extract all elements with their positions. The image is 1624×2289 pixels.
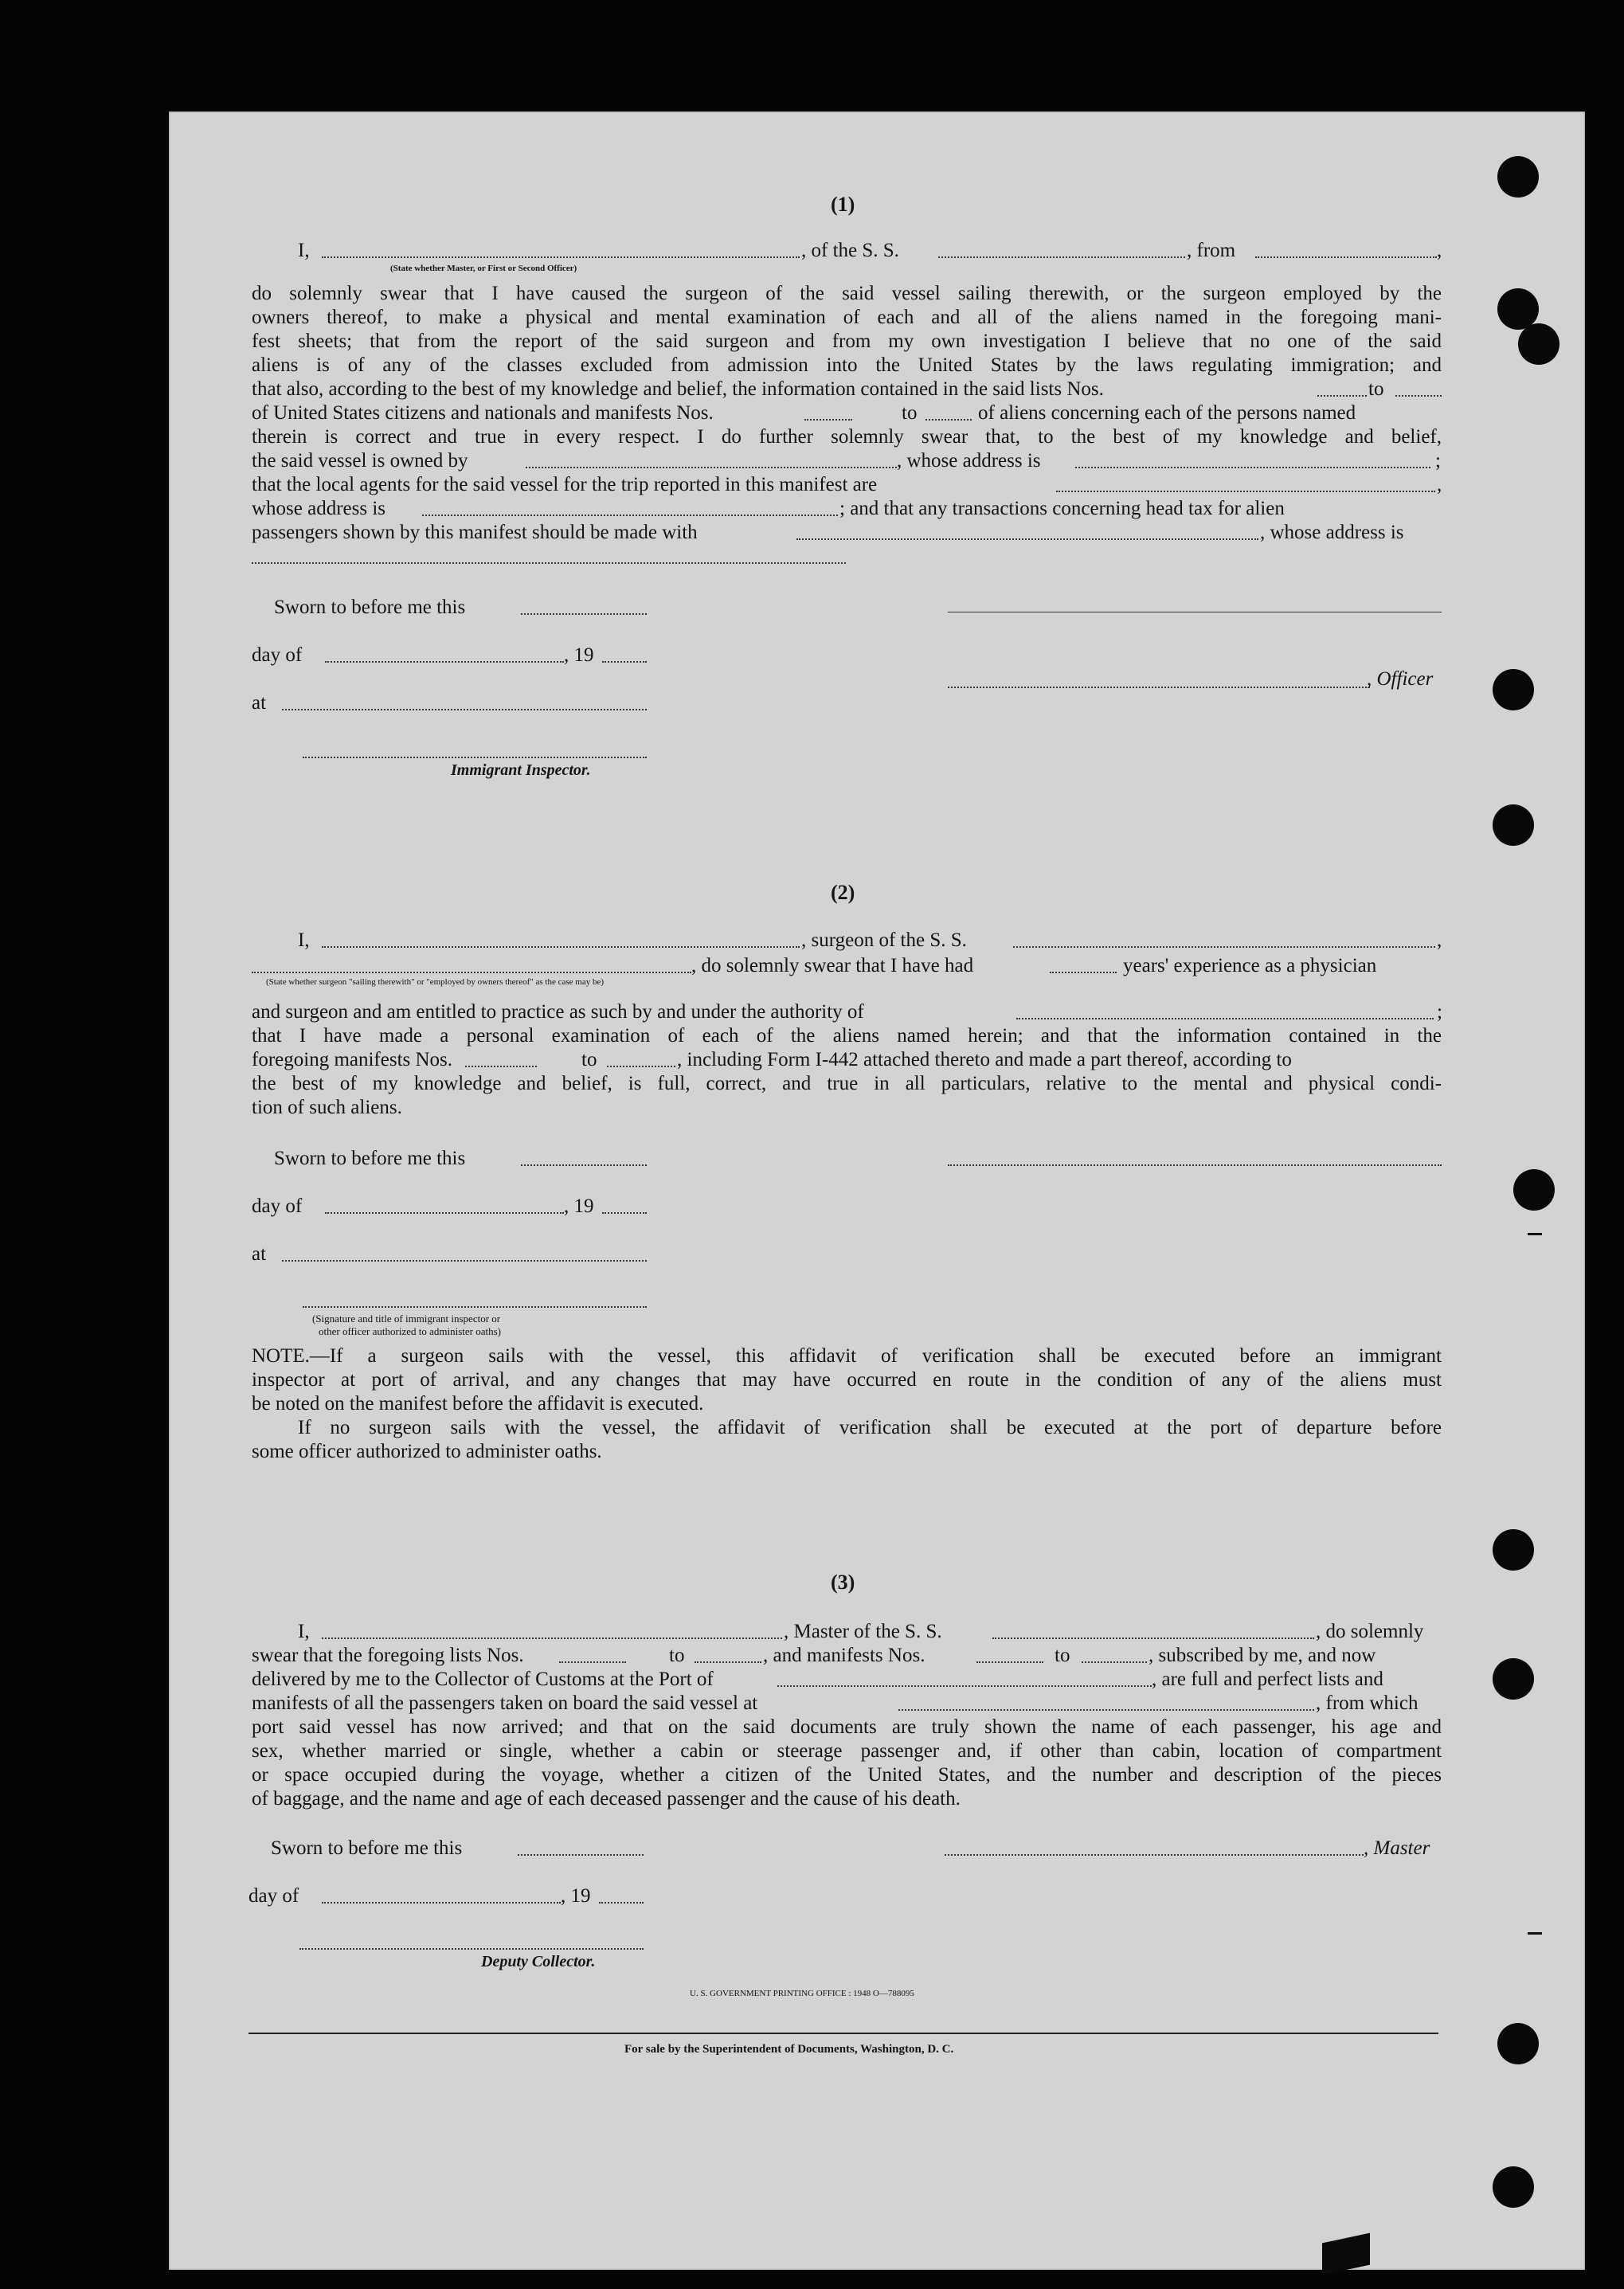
head-tax-contact-field[interactable] [796, 538, 1258, 540]
margin-mark [1528, 1932, 1542, 1935]
master-signature-field[interactable] [945, 1854, 1364, 1856]
officer-title-field[interactable] [948, 687, 1370, 688]
master-label: , Master [1364, 1837, 1430, 1859]
sworn-year-field[interactable] [602, 1212, 647, 1214]
oath-text-line: , subscribed by me, and now [1149, 1645, 1376, 1666]
affiant-label: I, [298, 1621, 310, 1642]
owner-field[interactable] [526, 467, 897, 468]
to-label: to [669, 1645, 685, 1666]
surgeon-name-field[interactable] [322, 946, 800, 948]
surgeon-vessel-field[interactable] [1013, 946, 1435, 948]
section-heading: (2) [831, 881, 855, 904]
oath-text-line: sex, whether married or single, whether a cabin or steerage passenger and, if other than cabin, location of compartment [252, 1740, 1442, 1762]
owner-address-field[interactable] [1075, 467, 1430, 468]
to-label: to [581, 1049, 597, 1070]
oath-text-line: , are full and perfect lists and [1152, 1669, 1383, 1690]
binder-hole [1493, 669, 1534, 710]
agents-address-field[interactable] [422, 515, 838, 516]
oath-text-line: owners thereof, to make a physical and mental examination of each and all of the aliens named in the foregoing mani- [252, 307, 1442, 328]
oath-text-line: passengers shown by this manifest should be made with [252, 522, 698, 543]
oath-text-line: of baggage, and the name and age of each deceased passenger and the cause of his death. [252, 1788, 961, 1810]
master-vessel-field[interactable] [992, 1638, 1314, 1639]
oath-text-line: aliens is of any of the classes excluded from admission into the United States by the laws regulating immigration; and [252, 354, 1442, 376]
master-name-field[interactable] [322, 1638, 782, 1639]
sworn-day-field[interactable] [518, 1854, 644, 1856]
list-no-to-field[interactable] [1395, 395, 1442, 397]
oath-text-line: whose address is [252, 498, 386, 519]
to-label: to [902, 402, 918, 424]
sworn-label: Sworn to before me this [271, 1837, 463, 1859]
sworn-year-field[interactable] [602, 661, 647, 663]
head-tax-address-field[interactable] [252, 562, 846, 564]
affiant-label: I, [298, 929, 310, 951]
vessel-label: , Master of the S. S. [784, 1621, 942, 1642]
day-of-label: day of [248, 1885, 299, 1907]
list-no-from-field[interactable] [1317, 395, 1367, 397]
list-no-to-field[interactable] [695, 1661, 761, 1663]
collector-label: Deputy Collector. [481, 1953, 596, 1970]
oath-text-line: delivered by me to the Collector of Customs at the Port of [252, 1669, 714, 1690]
footer-rule [248, 2033, 1438, 2034]
sworn-day-field[interactable] [521, 613, 647, 615]
embark-port-field[interactable] [898, 1709, 1314, 1711]
years-experience-field[interactable] [1050, 972, 1117, 973]
oath-text-line: the best of my knowledge and belief, is full, correct, and true in all particulars, relative to the mental and physical condi- [252, 1073, 1442, 1094]
binder-hole [1513, 1169, 1555, 1211]
sworn-place-field[interactable] [282, 1260, 647, 1262]
oath-text-line: that the local agents for the said vessel for the trip reported in this manifest are [252, 474, 878, 495]
vessel-label: , of the S. S. [801, 240, 899, 261]
punctuation: , [1437, 474, 1442, 495]
punctuation: , [1437, 929, 1442, 951]
day-of-label: day of [252, 1195, 303, 1217]
oath-text-line: and surgeon and am entitled to practice as such by and under the authority of [252, 1001, 864, 1023]
note-text-line: inspector at port of arrival, and any changes that may have occurred en route in the condition of any of the aliens must [252, 1369, 1442, 1391]
binder-hole [1493, 1529, 1534, 1571]
manifest-no-to-field[interactable] [1082, 1661, 1147, 1663]
oath-text-line: , from which [1316, 1692, 1419, 1714]
sworn-day-field[interactable] [521, 1164, 647, 1166]
oath-text-line: , do solemnly [1316, 1621, 1424, 1642]
section-heading: (1) [831, 193, 855, 216]
punctuation: ; [1435, 450, 1441, 471]
oath-text-line: , and manifests Nos. [763, 1645, 925, 1666]
binder-hole [1493, 2166, 1534, 2208]
surgeon-signature-field[interactable] [948, 1164, 1442, 1166]
day-of-label: day of [252, 644, 303, 666]
oath-text-line: years' experience as a physician [1123, 955, 1377, 976]
year-label: , 19 [564, 1195, 594, 1217]
oath-text-line: swear that the foregoing lists Nos. [252, 1645, 524, 1666]
oath-text-line: , including Form I-442 attached thereto and made a part thereof, according to [677, 1049, 1292, 1070]
margin-mark [1528, 1233, 1542, 1235]
binder-hole [1497, 2023, 1539, 2064]
oath-text-line: do solemnly swear that I have caused the surgeon of the said vessel sailing therewith, or the surgeon employed by the [252, 283, 1442, 304]
officer-label: , Officer [1367, 668, 1434, 690]
manifest-no-to-field[interactable] [607, 1066, 675, 1067]
section-heading: (3) [831, 1571, 855, 1594]
note-text-line: If no surgeon sails with the vessel, the affidavit of verification shall be executed at the port of departure before [298, 1417, 1442, 1438]
sworn-month-field[interactable] [325, 1212, 564, 1214]
year-label: , 19 [564, 644, 594, 666]
port-from-field[interactable] [1255, 256, 1437, 258]
from-label: , from [1187, 240, 1236, 261]
sworn-month-field[interactable] [322, 1902, 561, 1904]
manifest-no-from-field[interactable] [465, 1066, 537, 1067]
address-label: , whose address is [897, 450, 1041, 471]
manifest-no-from-field[interactable] [804, 419, 852, 421]
inspector-label: Immigrant Inspector. [451, 761, 591, 779]
oath-text-line: that I have made a personal examination of each of the aliens named herein; and that the information contained in the [252, 1025, 1442, 1047]
oath-text-line: port said vessel has now arrived; and that on the said documents are truly shown the name of each passenger, his age and [252, 1716, 1442, 1738]
customs-port-field[interactable] [777, 1685, 1152, 1687]
manifest-no-to-field[interactable] [925, 419, 972, 421]
vessel-name-field[interactable] [938, 256, 1185, 258]
sworn-year-field[interactable] [599, 1902, 644, 1904]
note-text-line: NOTE.—If a surgeon sails with the vessel, this affidavit of verification shall be executed before an immigrant [252, 1345, 1442, 1367]
signature-caption: (Signature and title of immigrant inspector or [312, 1313, 501, 1324]
binder-hole [1518, 323, 1559, 365]
oath-text-line: fest sheets; that from the report of the said surgeon and from my own investigation I believe that no one of the said [252, 331, 1442, 352]
oath-text-line: therein is correct and true in every respect. I do further solemnly swear that, to the best of my knowledge and belief, [252, 426, 1442, 448]
sworn-place-field[interactable] [282, 709, 647, 710]
list-no-from-field[interactable] [559, 1661, 626, 1663]
oath-text-line: manifests of all the passengers taken on board the said vessel at [252, 1692, 758, 1714]
sworn-month-field[interactable] [325, 661, 564, 663]
affiant-label: I, [298, 240, 310, 261]
to-label: to [1055, 1645, 1070, 1666]
oath-text-line: , do solemnly swear that I have had [691, 955, 974, 976]
surgeon-status-field[interactable] [252, 972, 691, 973]
authority-field[interactable] [1016, 1018, 1434, 1019]
oath-text-line: of United States citizens and nationals and manifests Nos. [252, 402, 714, 424]
inspector-signature-field[interactable] [303, 1306, 647, 1308]
signature-caption: other officer authorized to administer oaths) [319, 1325, 501, 1337]
field-caption: (State whether surgeon "sailing therewith" or "employed by owners thereof" as the case may be) [266, 977, 605, 987]
binder-hole [1493, 804, 1534, 846]
sworn-label: Sworn to before me this [274, 1148, 466, 1169]
oath-text-line: that also, according to the best of my knowledge and belief, the information contained in the said lists Nos. [252, 378, 1104, 400]
punctuation: ; [1437, 1001, 1442, 1023]
to-label: to [1368, 378, 1384, 400]
at-label: at [252, 1243, 267, 1265]
oath-text-line: ; and that any transactions concerning head tax for alien [839, 498, 1285, 519]
note-text-line: some officer authorized to administer oaths. [252, 1441, 602, 1462]
year-label: , 19 [561, 1885, 591, 1907]
note-text-line: be noted on the manifest before the affidavit is executed. [252, 1393, 704, 1414]
oath-text-line: the said vessel is owned by [252, 450, 468, 471]
binder-hole [1493, 1658, 1534, 1700]
at-label: at [252, 692, 267, 714]
oath-text-line: of aliens concerning each of the persons named [978, 402, 1356, 424]
oath-text-line: tion of such aliens. [252, 1097, 402, 1118]
sale-notice: For sale by the Superintendent of Documents, Washington, D. C. [624, 2043, 954, 2056]
punctuation: , [1437, 240, 1442, 261]
officer-rank-field[interactable] [322, 256, 800, 258]
printer-imprint: U. S. GOVERNMENT PRINTING OFFICE : 1948 O—788095 [690, 1989, 914, 1998]
field-caption: (State whether Master, or First or Second Officer) [390, 264, 577, 273]
local-agents-field[interactable] [1056, 491, 1435, 492]
address-label: , whose address is [1260, 522, 1404, 543]
manifest-no-from-field[interactable] [976, 1661, 1043, 1663]
vessel-label: , surgeon of the S. S. [801, 929, 967, 951]
oath-text-line: foregoing manifests Nos. [252, 1049, 453, 1070]
oath-text-line: or space occupied during the voyage, whether a citizen of the United States, and the number and description of the pieces [252, 1764, 1442, 1786]
sworn-label: Sworn to before me this [274, 597, 466, 618]
binder-hole [1497, 156, 1539, 198]
